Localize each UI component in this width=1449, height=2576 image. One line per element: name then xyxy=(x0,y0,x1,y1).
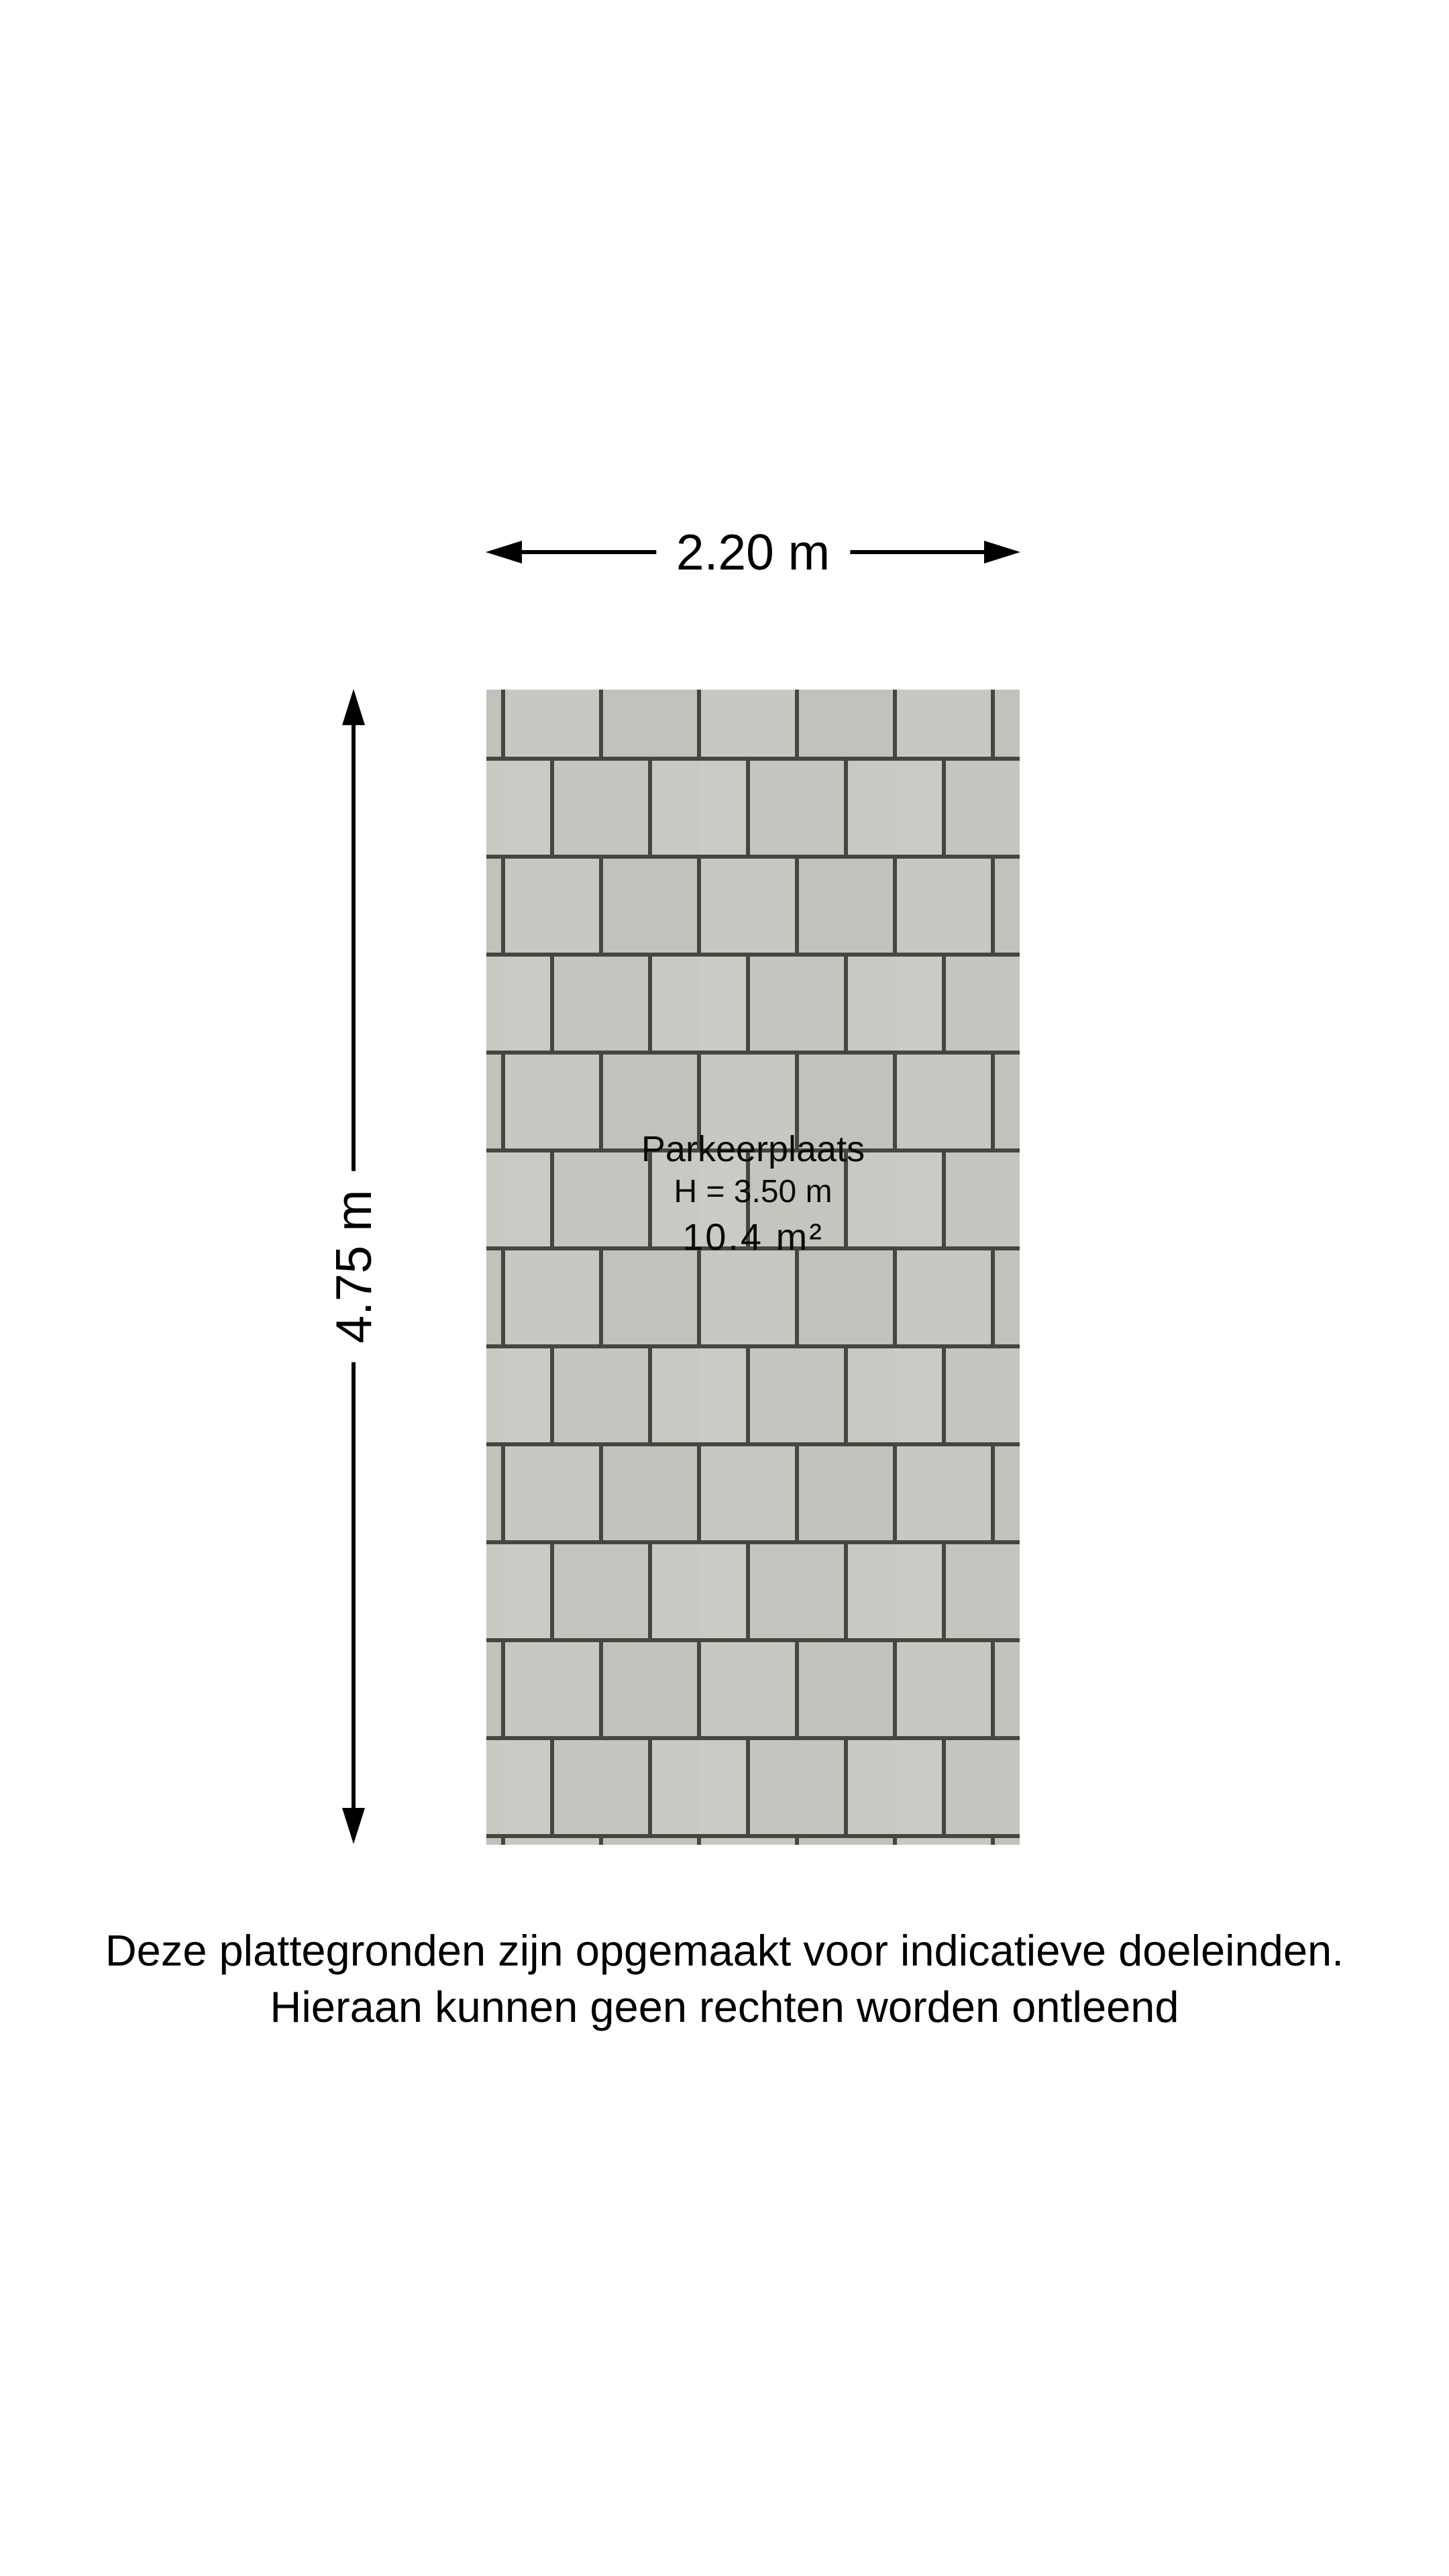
disclaimer-line-1: Deze plattegronden zijn opgemaakt voor indicatieve doeleinden. xyxy=(105,1926,1344,1975)
arrow-left-icon xyxy=(486,541,522,564)
width-dimension-label: 2.20 m xyxy=(656,523,850,581)
room-height-label: H = 3.50 m xyxy=(674,1174,833,1210)
width-dimension xyxy=(486,524,1020,580)
room-area-label: 10.4 m² xyxy=(682,1216,824,1258)
disclaimer xyxy=(0,1923,1449,2035)
arrow-down-icon xyxy=(342,1808,365,1844)
room-name-label: Parkeerplaats xyxy=(641,1129,865,1169)
room-label-block xyxy=(486,1127,1020,1261)
parking-space-area xyxy=(486,690,1020,1845)
arrow-up-icon xyxy=(342,689,365,725)
paving-texture xyxy=(486,690,1020,1845)
height-dimension xyxy=(325,690,382,1843)
height-dimension-label: 4.75 m xyxy=(325,1171,382,1362)
disclaimer-line-2: Hieraan kunnen geen rechten worden ontleend xyxy=(270,1982,1179,2031)
arrow-right-icon xyxy=(984,541,1020,564)
